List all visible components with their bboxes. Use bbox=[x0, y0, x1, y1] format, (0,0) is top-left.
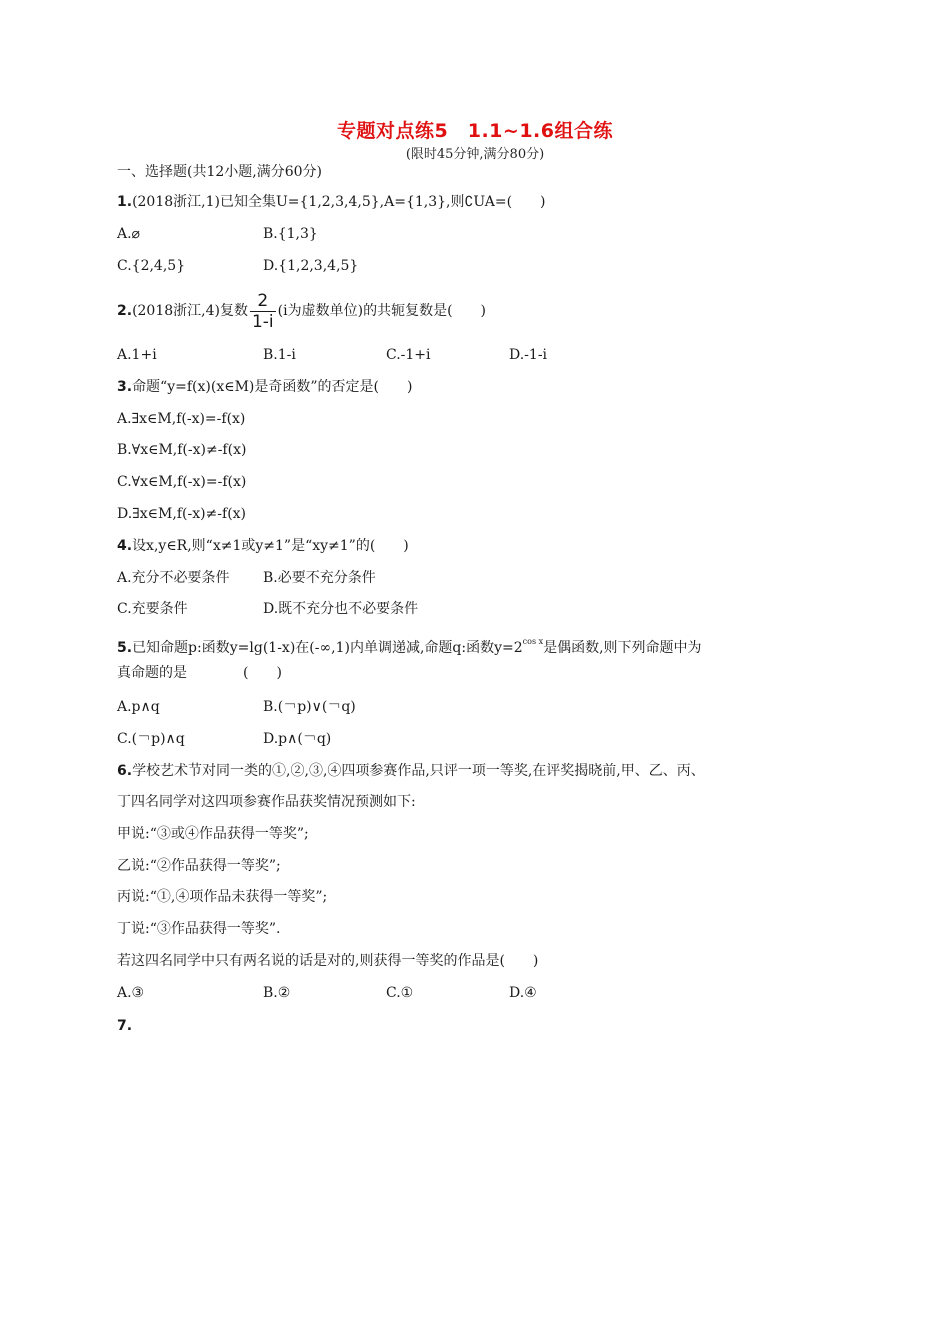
question-number: 7. bbox=[117, 1018, 133, 1034]
section-heading: 一、选择题(共12小题,满分60分) bbox=[117, 164, 323, 180]
statement-ding: 丁说:“③作品获得一等奖”. bbox=[117, 921, 281, 937]
q4-option-a: A.充分不必要条件 bbox=[117, 570, 230, 586]
question-5-line2: 真命题的是 ( ) bbox=[117, 665, 282, 681]
question-stem: (2018浙江,1)已知全集U={1,2,3,4,5},A={1,3},则∁UA=( ) bbox=[132, 194, 546, 210]
question-stem: 设x,y∈R,则“x≠1或y≠1”是“xy≠1”的( ) bbox=[132, 538, 409, 554]
q3-option-d: D.∃x∈M,f(-x)≠-f(x) bbox=[117, 506, 247, 522]
q5-option-a: A.p∧q bbox=[117, 699, 160, 715]
q6-option-a: A.③ bbox=[117, 985, 145, 1001]
question-stem-line1-after: 是偶函数,则下列命题中为 bbox=[543, 640, 702, 656]
q1-option-b: B.{1,3} bbox=[263, 226, 318, 242]
question-stem-after: (i为虚数单位)的共轭复数是( ) bbox=[277, 303, 486, 319]
q2-option-a: A.1+i bbox=[117, 347, 157, 363]
question-6 bbox=[117, 761, 705, 781]
q2-option-b: B.1-i bbox=[263, 347, 296, 363]
question-number: 3. bbox=[117, 379, 133, 395]
question-number: 1. bbox=[117, 194, 133, 210]
q6-option-d: D.④ bbox=[509, 985, 537, 1001]
q2-option-c: C.-1+i bbox=[386, 347, 431, 363]
question-number: 4. bbox=[117, 538, 133, 554]
q6-option-c: C.① bbox=[386, 985, 414, 1001]
question-number: 2. bbox=[117, 303, 133, 319]
question-4 bbox=[117, 536, 409, 556]
question-5 bbox=[117, 632, 702, 658]
page-subtitle: (限时45分钟,满分80分) bbox=[405, 147, 545, 162]
question-number: 6. bbox=[117, 763, 133, 779]
question-2 bbox=[117, 290, 486, 332]
question-stem-line1-before: 已知命题p:函数y=lg(1-x)在(-∞,1)内单调递减,命题q:函数y=2 bbox=[132, 640, 523, 656]
q5-option-b: B.(￢p)∨(￢q) bbox=[263, 699, 356, 715]
exponent: cos x bbox=[522, 637, 544, 646]
q5-option-d: D.p∧(￢q) bbox=[263, 731, 332, 747]
question-stem-before: (2018浙江,4)复数 bbox=[132, 303, 248, 319]
question-1 bbox=[117, 192, 546, 212]
question-stem: 命题“y=f(x)(x∈M)是奇函数”的否定是( ) bbox=[132, 379, 413, 395]
question-stem-line1: 学校艺术节对同一类的①,②,③,④四项参赛作品,只评一项一等奖,在评奖揭晓前,甲、乙、丙、 bbox=[132, 763, 705, 779]
q4-option-d: D.既不充分也不必要条件 bbox=[263, 601, 419, 617]
q3-option-a: A.∃x∈M,f(-x)=-f(x) bbox=[117, 411, 246, 427]
q2-option-d: D.-1-i bbox=[509, 347, 548, 363]
page-title: 专题对点练5 1.1~1.6组合练 bbox=[337, 120, 613, 142]
question-number: 5. bbox=[117, 640, 133, 656]
fraction-denominator: 1-i bbox=[251, 311, 274, 332]
q6-option-b: B.② bbox=[263, 985, 291, 1001]
q4-option-b: B.必要不充分条件 bbox=[263, 570, 376, 586]
q3-option-b: B.∀x∈M,f(-x)≠-f(x) bbox=[117, 442, 247, 458]
statement-bing: 丙说:“①,④项作品未获得一等奖”; bbox=[117, 889, 328, 905]
question-3 bbox=[117, 377, 412, 397]
q4-option-c: C.充要条件 bbox=[117, 601, 188, 617]
fraction bbox=[250, 291, 276, 332]
q1-option-c: C.{2,4,5} bbox=[117, 258, 186, 274]
q1-option-d: D.{1,2,3,4,5} bbox=[263, 258, 359, 274]
fraction-numerator: 2 bbox=[257, 290, 269, 311]
q3-option-c: C.∀x∈M,f(-x)=-f(x) bbox=[117, 474, 247, 490]
q1-option-a: A.⌀ bbox=[117, 226, 140, 242]
question-6-final: 若这四名同学中只有两名说的话是对的,则获得一等奖的作品是( ) bbox=[117, 953, 539, 969]
statement-yi: 乙说:“②作品获得一等奖”; bbox=[117, 858, 281, 874]
question-6-line2: 丁四名同学对这四项参赛作品获奖情况预测如下: bbox=[117, 794, 416, 810]
question-7 bbox=[117, 1016, 132, 1036]
q5-option-c: C.(￢p)∧q bbox=[117, 731, 185, 747]
statement-jia: 甲说:“③或④作品获得一等奖”; bbox=[117, 826, 309, 842]
